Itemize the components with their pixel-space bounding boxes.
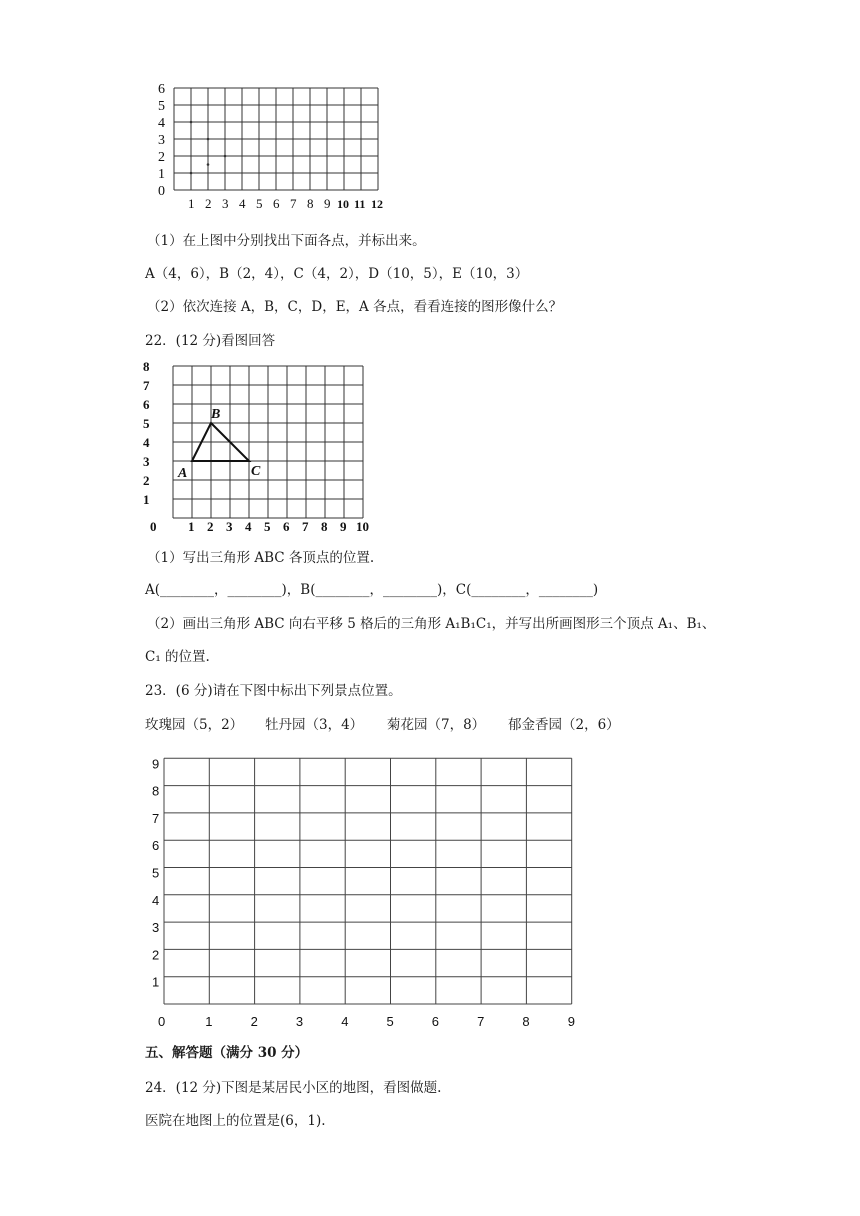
grid1-x-tick-label: 8: [307, 196, 314, 211]
grid1-y-tick-label: 4: [158, 116, 165, 131]
grid1-x-tick-label: 7: [290, 196, 297, 211]
q23-place-4: 郁金香园（2，6）: [508, 717, 620, 733]
grid3-y-tick-label: 4: [152, 892, 160, 908]
grid1-y-tick-label: 0: [158, 184, 165, 199]
section5-heading: 五、解答题（满分 30 分）: [145, 1045, 309, 1061]
grid3-x-tick-label: 2: [250, 1014, 258, 1029]
grid1-mark-dot: [207, 163, 210, 166]
grid3-y-tick-label: 5: [152, 865, 160, 881]
q21-points: A（4，6），B（2，4），C（4，2），D（10，5），E（10，3）: [145, 266, 529, 282]
grid2-y-tick-label: 2: [143, 473, 150, 488]
grid1-mark-dot: [190, 172, 193, 175]
grid1-x-tick-label: 10: [337, 197, 349, 211]
grid2-x-tick-label: 7: [302, 519, 309, 534]
coordinate-grid-1: [150, 80, 390, 211]
q24-title: 24．(12 分)下图是某居民小区的地图，看图做题.: [145, 1080, 442, 1096]
grid2-x-tick-label: 8: [321, 519, 328, 534]
vertex-label-c: C: [251, 464, 261, 479]
grid2-x-tick-label: 1: [188, 519, 195, 534]
q22-part1: （1）写出三角形 ABC 各顶点的位置.: [147, 550, 375, 566]
grid1-x-tick-label: 9: [324, 196, 331, 211]
grid3-x-tick-label: 0: [158, 1014, 166, 1029]
q23-place-3: 菊花园（7，8）: [387, 717, 486, 733]
grid3-y-tick-label: 1: [152, 974, 160, 990]
grid1-x-tick-label: 12: [371, 197, 383, 211]
grid3-x-tick-label: 5: [386, 1014, 394, 1029]
grid2-x-tick-label: 4: [245, 519, 252, 534]
grid1-mark-dot: [190, 121, 193, 124]
grid2-x-tick-label: 9: [340, 519, 347, 534]
grid1-x-tick-label: 5: [256, 196, 263, 211]
grid1-y-tick-label: 1: [158, 167, 165, 182]
grid1-x-tick-label: 3: [222, 196, 229, 211]
grid3-x-tick-label: 1: [205, 1014, 213, 1029]
grid2-x-tick-label: 2: [207, 519, 214, 534]
q21-part2: （2）依次连接 A，B，C，D，E，A 各点，看看连接的图形像什么？: [147, 299, 563, 315]
grid1-y-tick-label: 5: [158, 99, 165, 114]
grid2-x-tick-label: 0: [150, 519, 157, 534]
grid2-y-tick-label: 3: [143, 454, 150, 469]
grid3-x-tick-label: 3: [295, 1014, 304, 1029]
grid1-y-tick-label: 2: [158, 150, 165, 165]
grid2-x-tick-label: 6: [283, 519, 290, 534]
grid1-y-tick-label: 3: [158, 133, 165, 148]
q23-place-2: 牡丹园（3，4）: [265, 717, 364, 733]
vertex-label-b: B: [211, 407, 221, 422]
grid1-mark-dot: [224, 155, 227, 158]
grid2-y-tick-label: 5: [143, 416, 150, 431]
coordinate-grid-3: [140, 748, 580, 1038]
grid2-x-tick-label: 5: [264, 519, 271, 534]
grid3-x-tick-label: 7: [477, 1014, 485, 1029]
grid2-y-tick-label: 7: [143, 378, 150, 393]
q21-part1: （1）在上图中分别找出下面各点，并标出来。: [147, 233, 426, 249]
grid1-y-tick-label: 6: [158, 82, 165, 97]
grid3-y-tick-label: 7: [152, 810, 160, 826]
grid3-y-tick-label: 9: [152, 756, 160, 772]
grid1-x-tick-label: 4: [239, 196, 246, 211]
grid2-y-tick-label: 1: [143, 492, 150, 507]
vertex-label-a: A: [178, 466, 188, 481]
q23-place-1: 玫瑰园（5，2）: [145, 717, 244, 733]
grid1-x-tick-label: 11: [354, 197, 366, 211]
q24-line2: 医院在地图上的位置是(6，1).: [145, 1113, 326, 1129]
grid2-y-tick-label: 6: [143, 397, 150, 412]
grid3-y-tick-label: 2: [152, 947, 160, 963]
grid3-y-tick-label: 6: [152, 838, 160, 854]
grid2-x-tick-label: 10: [356, 519, 369, 534]
grid2-x-tick-label: 3: [226, 519, 233, 534]
grid3-x-tick-label: 8: [522, 1014, 530, 1029]
grid2-y-tick-label: 8: [143, 359, 150, 374]
coordinate-grid-2: [140, 358, 370, 538]
grid1-mark-dot: [207, 138, 210, 141]
grid3-y-tick-label: 3: [152, 920, 160, 936]
q22-part2-line2: C₁ 的位置.: [145, 649, 210, 665]
grid3-x-tick-label: 6: [431, 1014, 440, 1029]
grid3-y-tick-label: 8: [152, 783, 160, 799]
q22-title: 22．(12 分)看图回答: [145, 333, 276, 349]
q22-part2-line1: （2）画出三角形 ABC 向右平移 5 格后的三角形 A₁B₁C₁，并写出所画图形三个顶点 A₁、B₁、: [147, 616, 716, 632]
grid1-x-tick-label: 2: [205, 196, 212, 211]
grid1-x-tick-label: 1: [188, 196, 195, 211]
grid3-x-tick-label: 9: [567, 1014, 575, 1029]
grid2-y-tick-label: 4: [143, 435, 150, 450]
grid3-x-tick-label: 4: [341, 1014, 349, 1029]
q22-blanks: A(________，________)，B(________，________)，C(________，________): [145, 582, 599, 598]
grid1-x-tick-label: 6: [273, 196, 280, 211]
q23-title: 23．(6 分)请在下图中标出下列景点位置。: [145, 683, 402, 699]
